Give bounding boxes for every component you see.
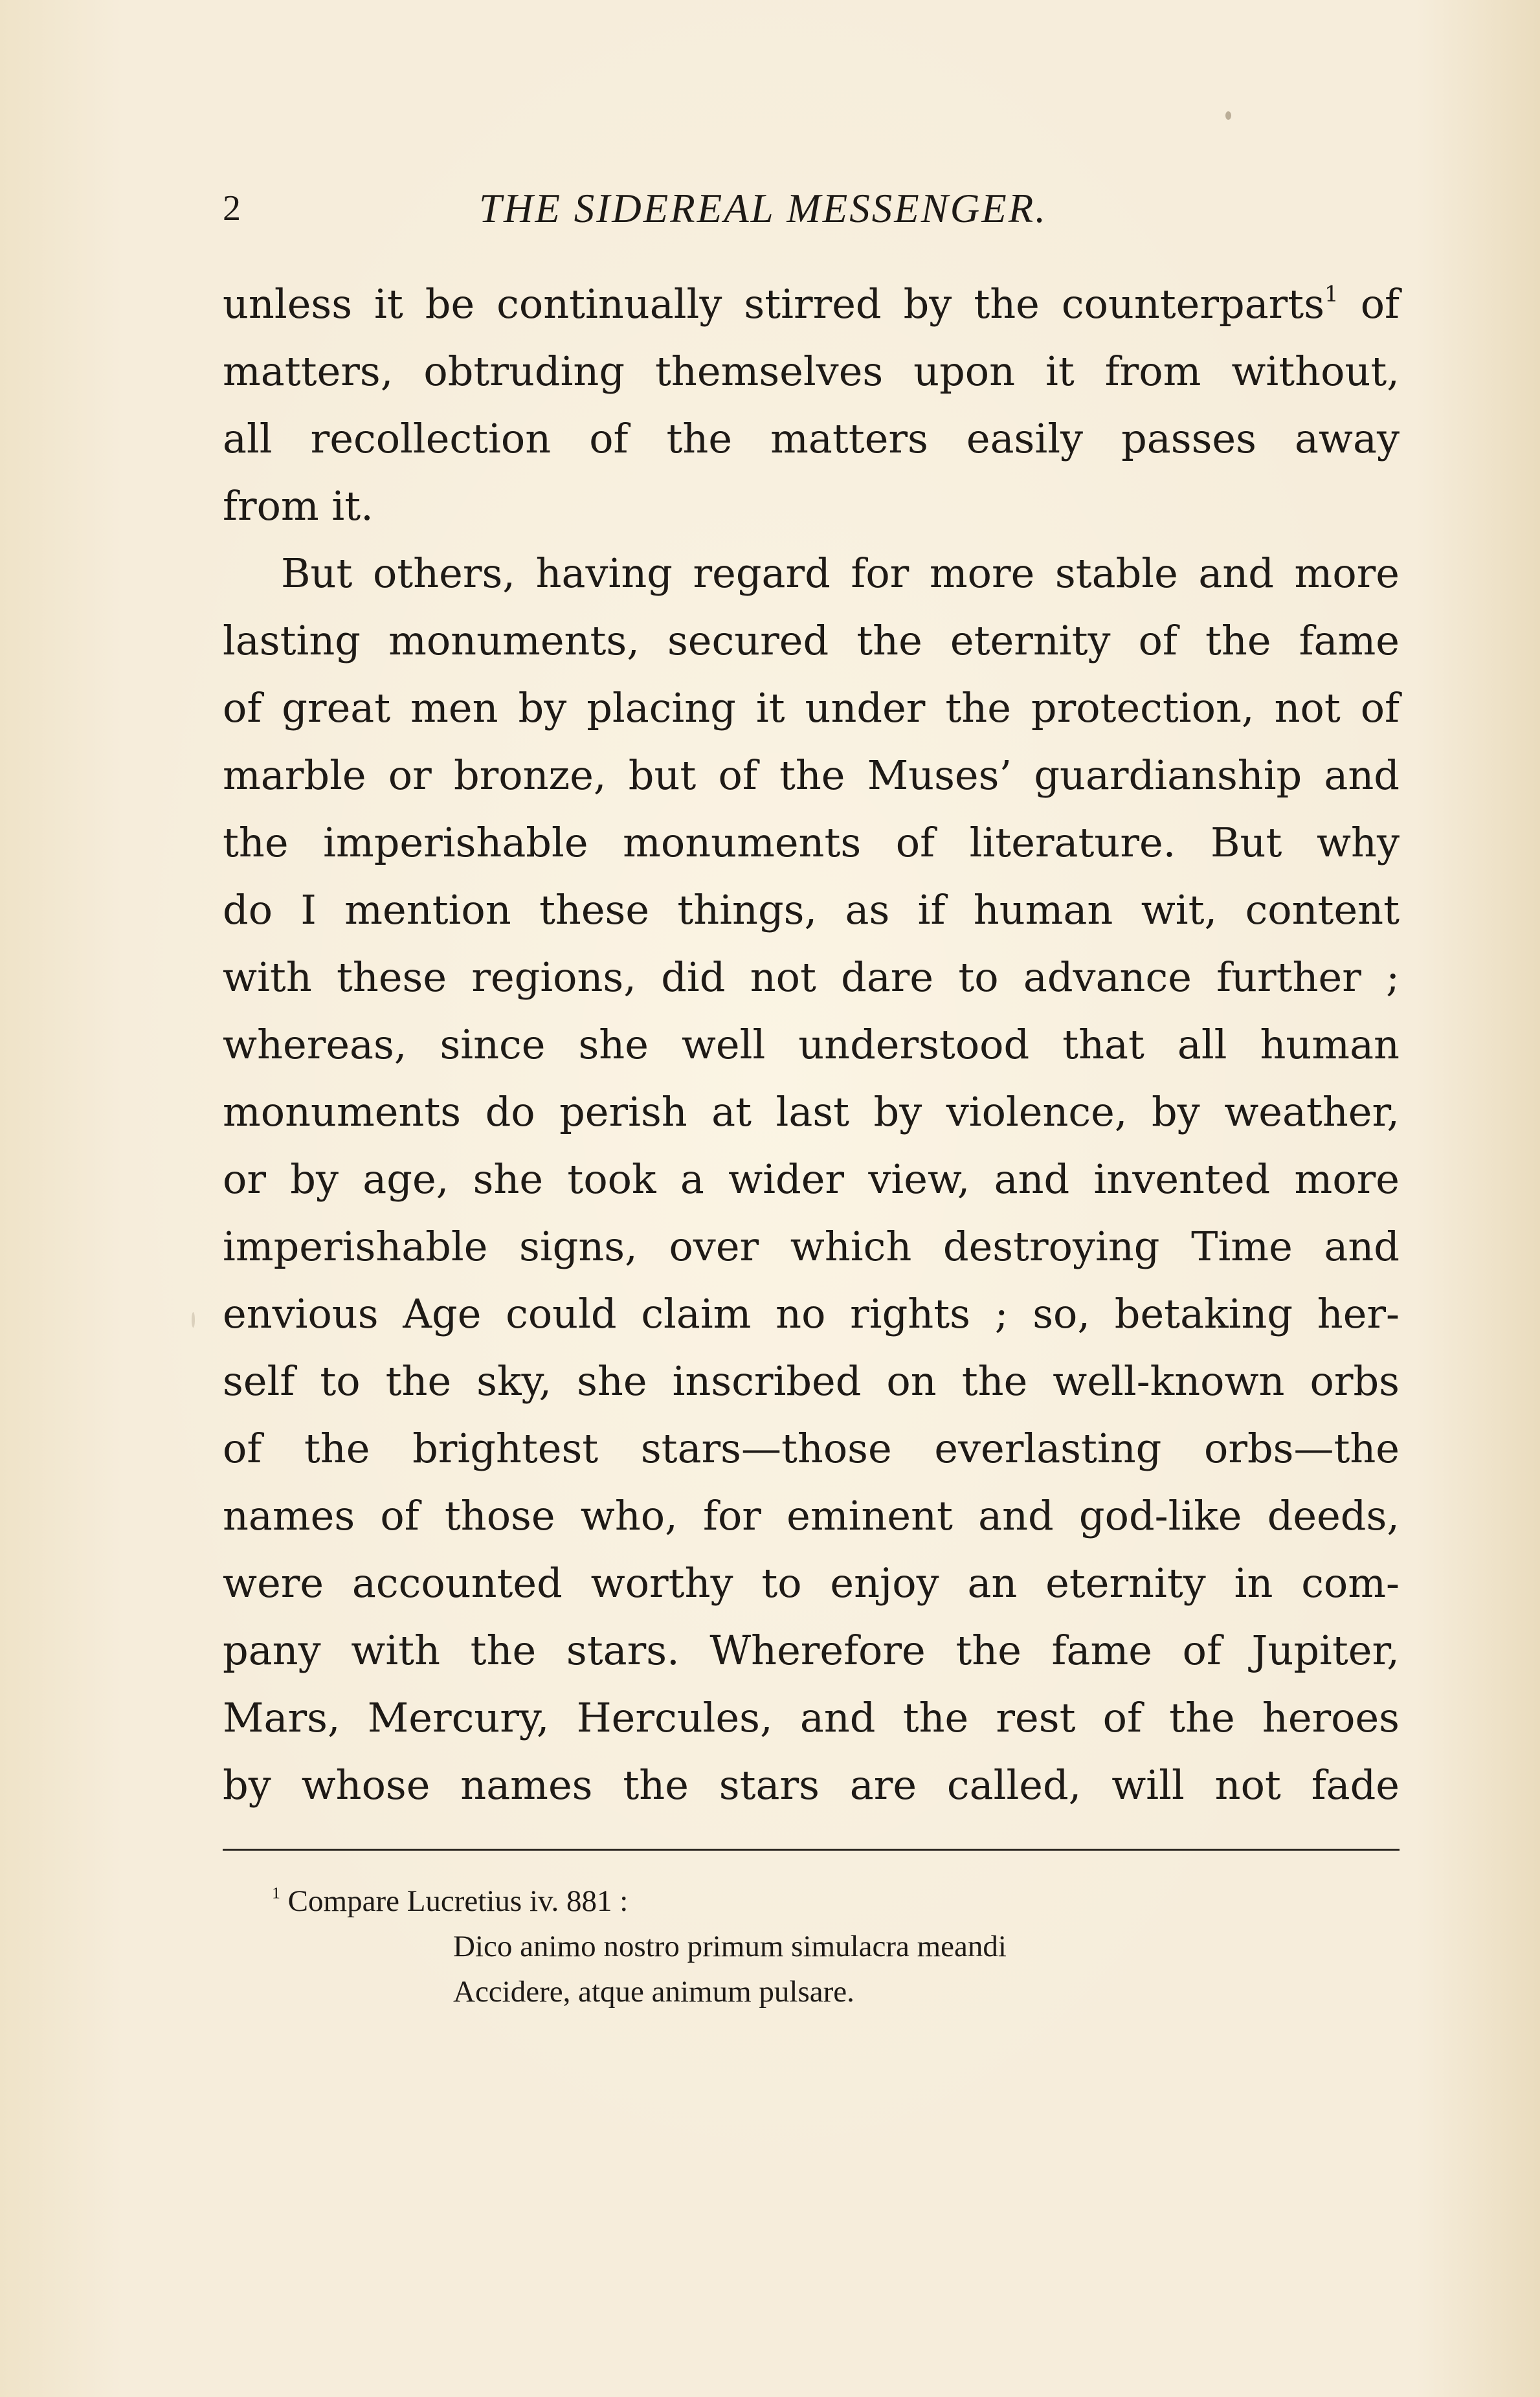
text-line-content: the imperishable monuments of literature. But why [223,819,1400,866]
text-line-content: matters, obtruding themselves upon it from without, [223,348,1400,395]
text-line [223,1011,1400,1078]
text-line [223,675,1400,742]
text-line-content: with these regions, did not dare to advance further ; [223,953,1400,1001]
text-line-content: marble or bronze, but of the Muses’ guardianship and [223,752,1400,799]
text-line [223,1213,1400,1280]
text-line [223,405,1400,473]
text-line-content: names of those who, for eminent and god-like deeds, [223,1492,1400,1539]
text-line-content: lasting monuments, secured the eternity of the fame [223,617,1400,664]
text-line [223,338,1400,405]
text-line-tail: of [1338,280,1400,328]
footnote-ref-marker: 1 [1324,281,1339,307]
running-head [223,183,1135,234]
text-line [223,1752,1400,1819]
text-line-content: Mars, Mercury, Hercules, and the rest of the heroes [223,1694,1400,1741]
text-line [223,1078,1400,1146]
text-line-content: self to the sky, she inscribed on the well-known orbs [223,1357,1400,1405]
text-line-content: all recollection of the matters easily passes away [223,415,1400,462]
text-line [223,876,1400,944]
running-title: THE SIDEREAL MESSENGER. [479,186,1048,231]
paper-speck [192,1312,195,1328]
footnote-quote-line-1: Dico animo nostro primum simulacra meandi [453,1930,1007,1963]
footnote-marker: 1 [272,1883,280,1902]
text-line [223,1348,1400,1415]
text-line-content: unless it be continually stirred by the counterparts [223,280,1325,328]
page-number: 2 [223,188,241,229]
text-line [223,1280,1400,1348]
text-line [223,271,1400,338]
text-line-content: whereas, since she well understood that all human [223,1021,1400,1068]
text-line [223,607,1400,675]
footnote-reference-line [223,1879,1400,1924]
text-line-content: of the brightest stars—those everlasting orbs—the [223,1425,1400,1472]
paper-speck [1225,111,1231,120]
text-line-content: envious Age could claim no rights ; so, betaking her- [223,1290,1400,1337]
text-line-content: or by age, she took a wider view, and invented more [223,1155,1400,1203]
text-line [223,1482,1400,1550]
text-line-content: pany with the stars. Wherefore the fame of Jupiter, [223,1627,1400,1674]
text-line [223,1550,1400,1617]
text-line-content: by whose names the stars are called, will not fade [223,1761,1400,1809]
text-line-content: monuments do perish at last by violence, by weather, [223,1088,1400,1135]
footnote-quote-line-2: Accidere, atque animum pulsare. [453,1975,854,2009]
text-line [223,1617,1400,1684]
text-line [223,473,1400,540]
text-line [223,540,1400,607]
text-line [223,1146,1400,1213]
text-line [223,1684,1400,1752]
text-line-content: of great men by placing it under the protection, not of [223,684,1400,731]
footnote [223,1879,1400,2014]
text-line-content: from it. [223,482,374,530]
text-line [223,1415,1400,1482]
text-line-content: imperishable signs, over which destroying Time and [223,1223,1400,1270]
text-line-content: do I mention these things, as if human wit, content [223,886,1400,933]
footnote-rule [223,1849,1400,1851]
body-text [223,271,1400,1819]
text-line [223,742,1400,809]
text-line-content: were accounted worthy to enjoy an eternity in com- [223,1559,1400,1607]
text-line [223,809,1400,876]
text-line-content: But others, having regard for more stable and more [281,550,1400,597]
footnote-reference: Compare Lucretius iv. 881 : [287,1884,629,1918]
text-line [223,944,1400,1011]
